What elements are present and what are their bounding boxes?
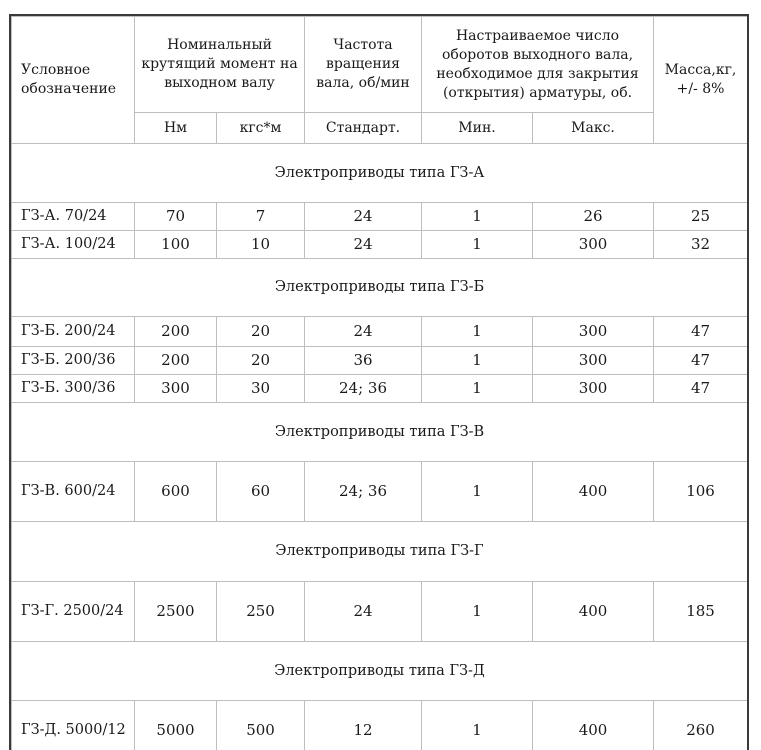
cell-name: ГЗ-А. 70/24 xyxy=(12,203,135,231)
cell-name: ГЗ-А. 100/24 xyxy=(12,231,135,259)
cell-speed: 24 xyxy=(305,231,422,259)
cell-speed: 24; 36 xyxy=(305,375,422,403)
section-header-row xyxy=(12,642,748,701)
cell-kgf: 60 xyxy=(217,462,305,522)
table-row xyxy=(12,701,748,750)
table-row xyxy=(12,582,748,642)
cell-max: 400 xyxy=(533,582,654,642)
cell-kgf: 20 xyxy=(217,347,305,375)
cell-mass: 47 xyxy=(654,347,748,375)
cell-nm: 200 xyxy=(135,317,217,347)
cell-min: 1 xyxy=(422,203,533,231)
section-header-row xyxy=(12,259,748,317)
cell-name: ГЗ-Г. 2500/24 xyxy=(12,582,135,642)
cell-nm: 70 xyxy=(135,203,217,231)
header-mass: Масса,кг, +/- 8% xyxy=(654,17,748,144)
cell-speed: 24 xyxy=(305,317,422,347)
cell-name: ГЗ-Д. 5000/12 xyxy=(12,701,135,750)
table-frame xyxy=(9,14,749,750)
cell-kgf: 30 xyxy=(217,375,305,403)
cell-speed: 12 xyxy=(305,701,422,750)
cell-kgf: 7 xyxy=(217,203,305,231)
cell-nm: 600 xyxy=(135,462,217,522)
section-title: Электроприводы типа ГЗ-Б xyxy=(12,259,748,317)
table-row xyxy=(12,375,748,403)
cell-mass: 106 xyxy=(654,462,748,522)
cell-min: 1 xyxy=(422,375,533,403)
cell-mass: 185 xyxy=(654,582,748,642)
cell-name: ГЗ-В. 600/24 xyxy=(12,462,135,522)
subheader-standard: Стандарт. xyxy=(305,113,422,144)
cell-max: 300 xyxy=(533,375,654,403)
cell-name: ГЗ-Б. 200/36 xyxy=(12,347,135,375)
cell-min: 1 xyxy=(422,701,533,750)
cell-max: 400 xyxy=(533,462,654,522)
cell-kgf: 250 xyxy=(217,582,305,642)
cell-max: 26 xyxy=(533,203,654,231)
section-header-row xyxy=(12,522,748,582)
subheader-kgf: кгс*м xyxy=(217,113,305,144)
cell-name: ГЗ-Б. 200/24 xyxy=(12,317,135,347)
subheader-max: Макс. xyxy=(533,113,654,144)
cell-min: 1 xyxy=(422,231,533,259)
section-title: Электроприводы типа ГЗ-Г xyxy=(12,522,748,582)
cell-mass: 47 xyxy=(654,317,748,347)
cell-nm: 5000 xyxy=(135,701,217,750)
cell-kgf: 20 xyxy=(217,317,305,347)
cell-max: 300 xyxy=(533,347,654,375)
specs-table xyxy=(11,16,748,750)
subheader-nm: Нм xyxy=(135,113,217,144)
cell-speed: 24; 36 xyxy=(305,462,422,522)
cell-kgf: 10 xyxy=(217,231,305,259)
cell-min: 1 xyxy=(422,582,533,642)
subheader-min: Мин. xyxy=(422,113,533,144)
cell-min: 1 xyxy=(422,317,533,347)
header-speed: Частота вращения вала, об/мин xyxy=(305,17,422,113)
section-header-row xyxy=(12,144,748,203)
section-header-row xyxy=(12,403,748,462)
cell-max: 300 xyxy=(533,231,654,259)
cell-mass: 47 xyxy=(654,375,748,403)
table-row xyxy=(12,317,748,347)
cell-mass: 25 xyxy=(654,203,748,231)
cell-min: 1 xyxy=(422,347,533,375)
section-title: Электроприводы типа ГЗ-Д xyxy=(12,642,748,701)
table-row xyxy=(12,462,748,522)
header-designation: Условное обозначение xyxy=(12,17,135,144)
section-title: Электроприводы типа ГЗ-А xyxy=(12,144,748,203)
cell-min: 1 xyxy=(422,462,533,522)
cell-nm: 200 xyxy=(135,347,217,375)
cell-max: 300 xyxy=(533,317,654,347)
cell-mass: 32 xyxy=(654,231,748,259)
cell-kgf: 500 xyxy=(217,701,305,750)
header-torque: Номинальный крутящий момент на выходном валу xyxy=(135,17,305,113)
cell-speed: 24 xyxy=(305,203,422,231)
cell-speed: 36 xyxy=(305,347,422,375)
cell-nm: 2500 xyxy=(135,582,217,642)
cell-name: ГЗ-Б. 300/36 xyxy=(12,375,135,403)
cell-speed: 24 xyxy=(305,582,422,642)
section-title: Электроприводы типа ГЗ-В xyxy=(12,403,748,462)
cell-max: 400 xyxy=(533,701,654,750)
header-turns: Настраиваемое число оборотов выходного вала, необходимое для закрытия (открытия) арматуры, об. xyxy=(422,17,654,113)
cell-nm: 100 xyxy=(135,231,217,259)
table-row xyxy=(12,231,748,259)
cell-mass: 260 xyxy=(654,701,748,750)
cell-nm: 300 xyxy=(135,375,217,403)
table-row xyxy=(12,203,748,231)
table-row xyxy=(12,347,748,375)
